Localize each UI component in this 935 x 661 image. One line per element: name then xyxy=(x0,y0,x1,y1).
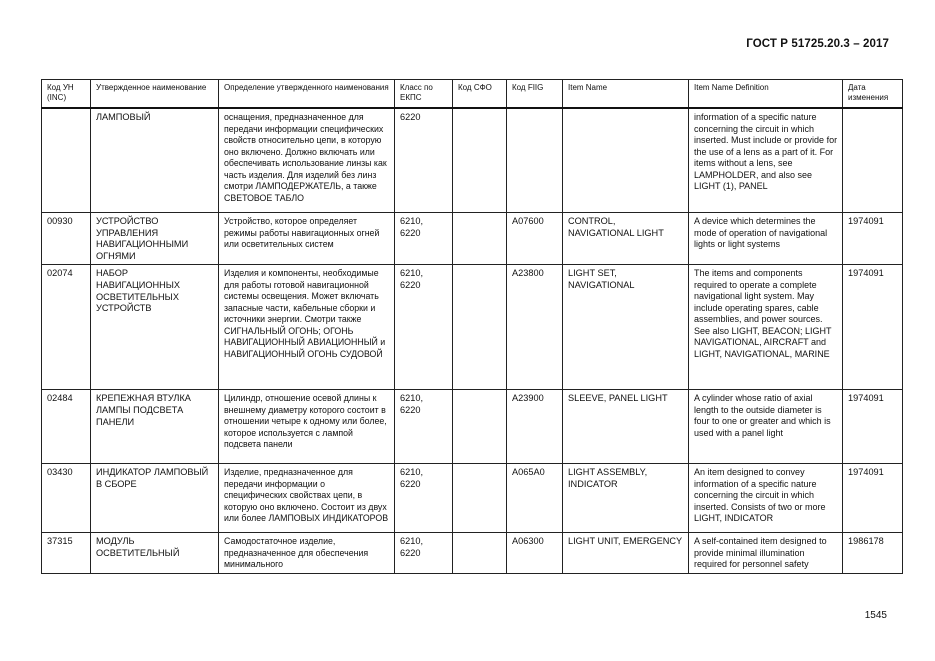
cell-item-name: SLEEVE, PANEL LIGHT xyxy=(563,390,689,464)
cell-ekps-class xyxy=(395,464,453,533)
cell-sfo-code xyxy=(453,390,507,464)
cell-item-name: CONTROL, NAVIGATIONAL LIGHT xyxy=(563,213,689,265)
cell-change-date: 1974091 xyxy=(843,464,903,533)
cell-item-name-definition: A device which determines the mode of operation of navigational lights or light systems xyxy=(689,213,843,265)
cell-item-name: LIGHT ASSEMBLY, INDICATOR xyxy=(563,464,689,533)
cell-name-ru: НАБОР НАВИГАЦИОННЫХ ОСВЕТИТЕЛЬНЫХ УСТРОЙСТВ xyxy=(91,265,219,390)
cell-definition-ru: Изделие, предназначенное для передачи информации о специфических свойствах цепи, в которую оно включено. Состоит из двух или более ЛАМПОВЫХ ИНДИКАТОРОВ xyxy=(219,464,395,533)
cell-change-date: 1974091 xyxy=(843,265,903,390)
cell-item-name: LIGHT SET, NAVIGATIONAL xyxy=(563,265,689,390)
cell-item-name xyxy=(563,108,689,213)
cell-sfo-code xyxy=(453,265,507,390)
cell-fiig-code: A06300 xyxy=(507,533,563,574)
cell-name-ru: ЛАМПОВЫЙ xyxy=(91,108,219,213)
document-code: ГОСТ Р 51725.20.3 – 2017 xyxy=(746,38,889,50)
column-header-name-ru: Утвержденное наименование xyxy=(91,80,219,109)
cell-ekps-class xyxy=(395,108,453,213)
cell-ekps-class xyxy=(395,390,453,464)
column-header-item-name: Item Name xyxy=(563,80,689,109)
cell-fiig-code: A23900 xyxy=(507,390,563,464)
cell-name-ru: КРЕПЕЖНАЯ ВТУЛКА ЛАМПЫ ПОДСВЕТА ПАНЕЛИ xyxy=(91,390,219,464)
catalog-table xyxy=(41,79,903,574)
ekps-class-value: 6220 xyxy=(400,112,421,122)
cell-item-name: LIGHT UNIT, EMERGENCY xyxy=(563,533,689,574)
cell-item-name-definition: information of a specific nature concerning the circuit in which inserted. Must include or provide for the use of a lens as a part of it. For items without a lens, see LAMPHOLDER, and also see LIGHT (1), PANEL xyxy=(689,108,843,213)
cell-item-name-definition: The items and components required to operate a complete navigational light system. May include operating spares, cable assemblies, and power sources. See also LIGHT, BEACON; LIGHT NAVIGATIONAL, AIRCRAFT and LIGHT, NAVIGATIONAL, MARINE xyxy=(689,265,843,390)
column-header-definition-ru: Определение утвержденного наименования xyxy=(219,80,395,109)
cell-item-name-definition: An item designed to convey information of a specific nature concerning the circuit in which inserted. Consists of two or more LIGHT, INDICATOR xyxy=(689,464,843,533)
cell-definition-ru: Изделия и компоненты, необходимые для работы готовой навигационной системы освещения. Может включать запасные части, кабельные сборки и источники энергии. Смотри также СИГНАЛЬНЫЙ ОГОНЬ; ОГОНЬ НАВИГАЦИОННЫЙ АВИАЦИОННЫЙ и НАВИГАЦИОННЫЙ ОГОНЬ СУДОВОЙ xyxy=(219,265,395,390)
column-header-item-name-definition: Item Name Definition xyxy=(689,80,843,109)
cell-inc: 02074 xyxy=(42,265,91,390)
cell-name-ru: УСТРОЙСТВО УПРАВЛЕНИЯ НАВИГАЦИОННЫМИ ОГНЯМИ xyxy=(91,213,219,265)
table-row xyxy=(42,464,903,533)
cell-change-date: 1986178 xyxy=(843,533,903,574)
cell-definition-ru: Самодостаточное изделие, предназначенное для обеспечения минимального xyxy=(219,533,395,574)
cell-inc: 02484 xyxy=(42,390,91,464)
cell-change-date: 1974091 xyxy=(843,213,903,265)
cell-definition-ru: Устройство, которое определяет режимы работы навигационных огней или осветительных систем xyxy=(219,213,395,265)
ekps-class-value: 6210, 6220 xyxy=(400,393,423,415)
table-row xyxy=(42,265,903,390)
cell-ekps-class xyxy=(395,265,453,390)
table-row xyxy=(42,533,903,574)
cell-ekps-class xyxy=(395,533,453,574)
cell-inc: 00930 xyxy=(42,213,91,265)
ekps-class-value: 6210, 6220 xyxy=(400,216,423,238)
cell-inc: 03430 xyxy=(42,464,91,533)
column-header-fiig-code: Код FIIG xyxy=(507,80,563,109)
cell-fiig-code: A07600 xyxy=(507,213,563,265)
column-header-inc: Код УН (INC) xyxy=(42,80,91,109)
cell-sfo-code xyxy=(453,108,507,213)
column-header-sfo-code: Код СФО xyxy=(453,80,507,109)
ekps-class-value: 6210, 6220 xyxy=(400,536,423,558)
cell-inc: 37315 xyxy=(42,533,91,574)
cell-sfo-code xyxy=(453,464,507,533)
page-number: 1545 xyxy=(864,610,887,621)
cell-definition-ru: оснащения, предназначенное для передачи информации специфических свойств относительно цепи, в которую оно включено. Должно включать или обеспечивать использование линзы как часть изделия. Для изделий без линз смотри ЛАМПОДЕРЖАТЕЛЬ, а также СВЕТОВОЕ ТАБЛО xyxy=(219,108,395,213)
cell-sfo-code xyxy=(453,533,507,574)
cell-name-ru: ИНДИКАТОР ЛАМПОВЫЙ В СБОРЕ xyxy=(91,464,219,533)
column-header-change-date: Дата изменения xyxy=(843,80,903,109)
cell-item-name-definition: A self-contained item designed to provide minimal illumination required for personnel safety xyxy=(689,533,843,574)
table-header-row xyxy=(42,80,903,109)
table-row xyxy=(42,390,903,464)
cell-sfo-code xyxy=(453,213,507,265)
cell-change-date: 1974091 xyxy=(843,390,903,464)
ekps-class-value: 6210, 6220 xyxy=(400,268,423,290)
ekps-class-value: 6210, 6220 xyxy=(400,467,423,489)
cell-fiig-code: A23800 xyxy=(507,265,563,390)
cell-name-ru: МОДУЛЬ ОСВЕТИТЕЛЬНЫЙ xyxy=(91,533,219,574)
cell-ekps-class xyxy=(395,213,453,265)
cell-fiig-code xyxy=(507,108,563,213)
cell-inc xyxy=(42,108,91,213)
table-row xyxy=(42,108,903,213)
cell-fiig-code: A065A0 xyxy=(507,464,563,533)
column-header-ekps-class: Класс по ЕКПС xyxy=(395,80,453,109)
cell-item-name-definition: A cylinder whose ratio of axial length to the outside diameter is four to one or greater and which is used with a panel light xyxy=(689,390,843,464)
cell-change-date xyxy=(843,108,903,213)
table-row xyxy=(42,213,903,265)
cell-definition-ru: Цилиндр, отношение осевой длины к внешнему диаметру которого состоит в отношении четыре к одному или более, которое используется с лампой подсвета панели xyxy=(219,390,395,464)
